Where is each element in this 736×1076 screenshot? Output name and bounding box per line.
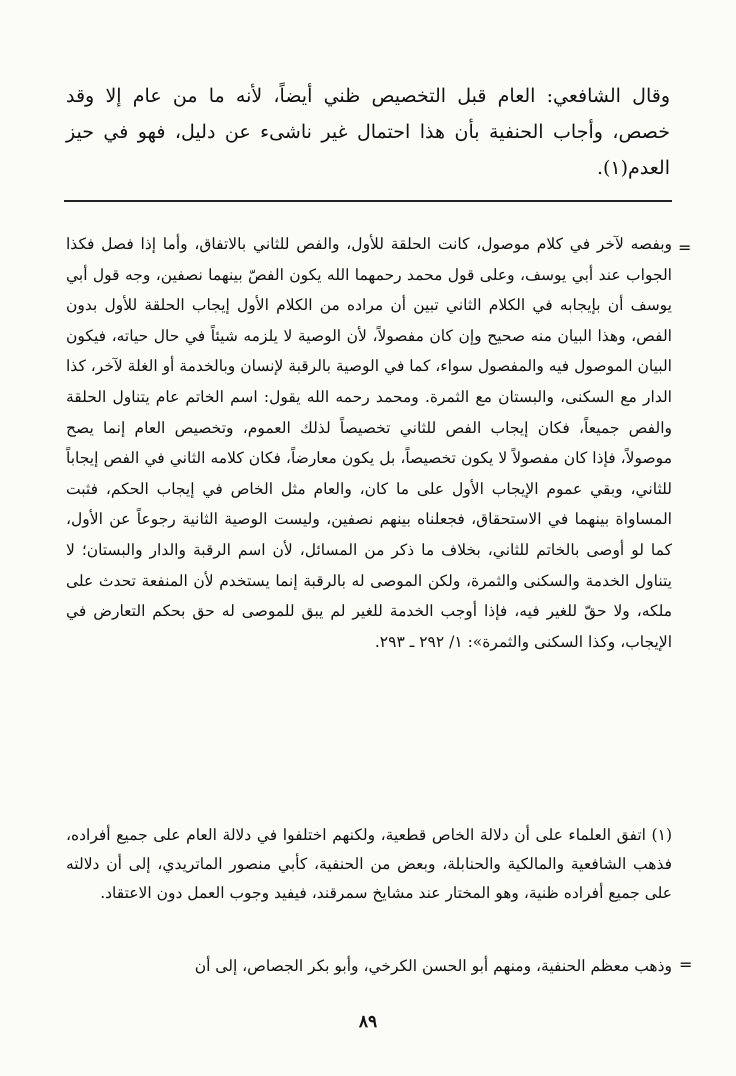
footnote-continued: وبفصه لآخر في كلام موصول، كانت الحلقة للأول، والفص للثاني بالاتفاق، وأما إذا فصل فكذا الجواب عند أبي يوسف، وعلى قول محمد رحمهما الله يكون الفصّ بينهما نصفين، وجه قول أبي يوسف أن بإيجابه في الكلام الثاني تبين أن مراده من الكلام الأول إيجاب الحلقة للأول بدون الفص، وهذا البيان منه صحيح وإن كان مفصولاً، لأن الوصية لا يلزمه شيئاً في حال حياته، فيكون البيان الموصول فيه والمفصول سواء، كما في الوصية بالرقبة لإنسان وبالخدمة أو الغلة لآخر، كذا الدار مع السكنى، والبستان مع الثمرة. ومحمد رحمه الله يقول: اسم الخاتم عام يتناول الحلقة والفص جميعاً، فكان إيجاب الفص للثاني تخصيصاً لذلك العموم، وتخصيص العام إنما يصح موصولاً، فإذا كان مفصولاً لا يكون تخصيصاً، بل يكون معارضاً، فكان كلامه الثاني في الفص إيجاباً للثاني، وبقي عموم الإيجاب الأول على ما كان، والعام مثل الخاص في إيجاب الحكم، فثبت المساواة بينهما في الاستحقاق، فجعلناه بينهم نصفين، وليست الوصية الثانية رجوعاً عن الأول، كما لو أوصى بالخاتم للثاني، بخلاف ما ذكر من المسائل، لأن اسم الرقبة والدار والبستان؛ لا يتناول الخدمة والسكنى والثمرة، ولكن الموصى له بالرقبة إنما يستخدم لأن المنفعة تحدث على ملكه، ولا حقّ للغير فيه، فإذا أوجب الخدمة للغير لم يبق للموصى له حق بحكم التعارض في الإيجاب، وكذا السكنى والثمرة»: ١/ ٢٩٢ ـ ٢٩٣. <box>66 235 672 651</box>
footnote-tail: وذهب معظم الحنفية، ومنهم أبو الحسن الكرخي، وأبو بكر الجصاص، إلى أن <box>194 957 672 975</box>
footnote-1: (١) اتفق العلماء على أن دلالة الخاص قطعية، ولكنهم اختلفوا في دلالة العام على جميع أفراده، فذهب الشافعية والمالكية والحنابلة، وبعض من الحنفية، كأبي منصور الماتريدي، إلى أن دلالته على جميع أفراده ظنية، وهو المختار عند مشايخ سمرقند، فيفيد وجوب العمل دون الاعتقاد. <box>66 826 672 902</box>
continuation-mark-top: = <box>678 238 692 257</box>
page-number: ٨٩ <box>358 1012 378 1032</box>
main-paragraph: وقال الشافعي: العام قبل التخصيص ظني أيضاً، لأنه ما من عام إلا وقد خصص، وأجاب الحنفية بأن هذا احتمال غير ناشىء عن دليل، فهو في حيز العدم(١). <box>66 85 670 179</box>
footnote-separator <box>64 200 672 202</box>
continuation-mark-bottom: = <box>679 955 693 974</box>
